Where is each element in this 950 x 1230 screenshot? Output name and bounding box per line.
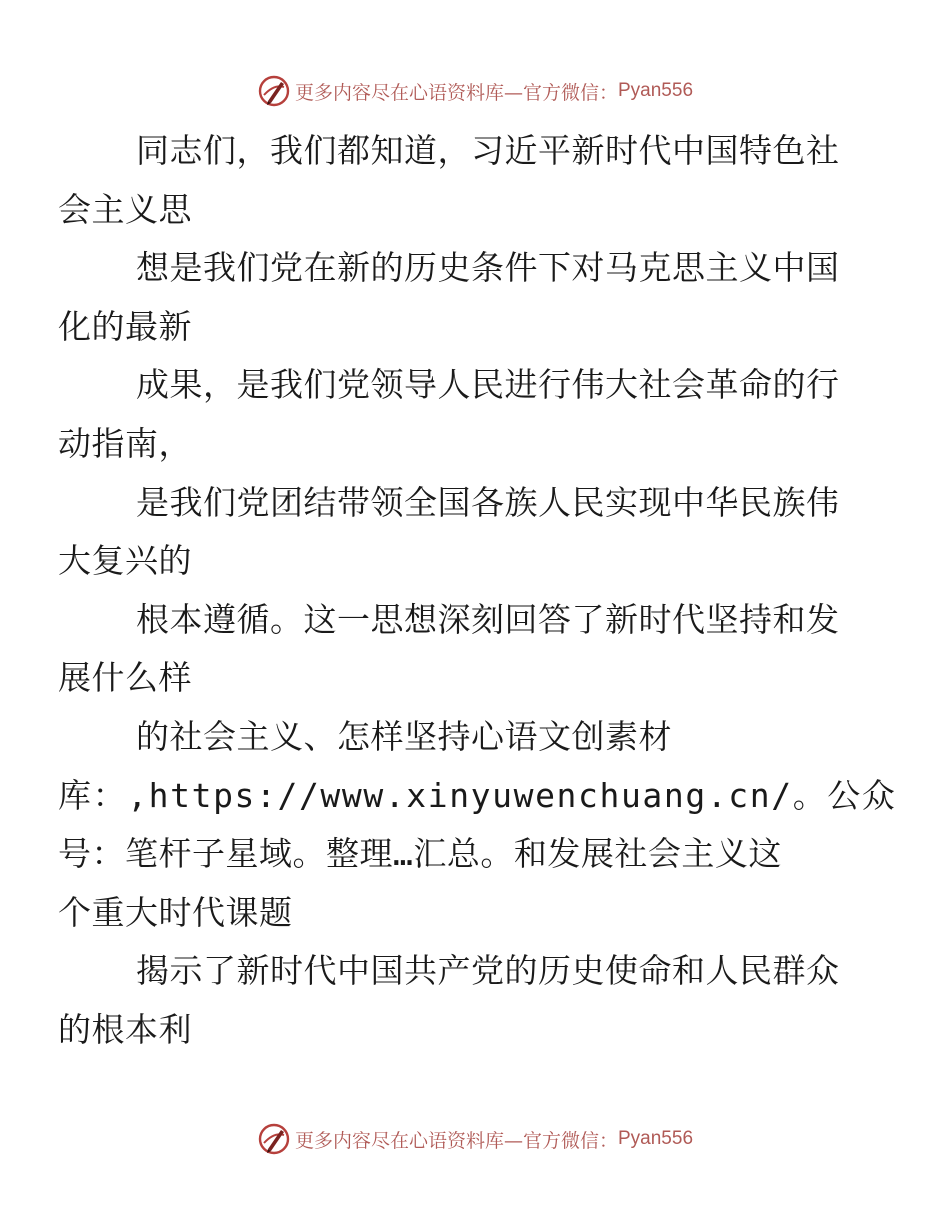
paragraph-6 [58,708,897,942]
red-pen-circle-logo-icon [257,1122,291,1156]
document-body [58,122,897,1060]
paragraph-2 [58,239,857,356]
footer-banner [0,1122,950,1156]
text-line: 同志们，我们都知道，习近平新时代中国特色社 [136,131,840,170]
paragraph-4 [58,474,857,591]
text-line: 个重大时代课题 [58,892,293,932]
text-line: 会主义思 [58,189,192,229]
text-line: 的根本利 [58,1009,192,1049]
footer-banner-text: 更多内容尽在心语资料库—官方微信： [294,1129,618,1152]
paragraph-5 [58,591,857,708]
text-line: 根本遵循。这一思想深刻回答了新时代坚持和发 [136,599,840,639]
paragraph-7 [58,942,857,1059]
text-line: 动指南， [58,423,192,463]
header-banner-wechat-id: Pyan556 [618,80,694,101]
paragraph-3 [58,356,857,473]
header-banner [0,74,950,108]
red-pen-circle-logo-icon [257,74,291,108]
paragraph-1 [58,122,857,239]
text-line: 想是我们党在新的历史条件下对马克思主义中国 [136,248,840,288]
text-line: 大复兴的 [58,541,192,581]
footer-banner-wechat-id: Pyan556 [618,1128,694,1149]
text-line: 是我们党团结带领全国各族人民实现中华民族伟 [136,482,840,522]
text-line-url: 库：,https://www.xinyuwenchuang.cn/。公众 [58,775,897,815]
text-line: 展什么样 [58,658,192,698]
text-line: 的社会主义、怎样坚持心语文创素材 [136,716,672,756]
text-line: 化的最新 [58,306,192,346]
text-line: 号：笔杆子星域。整理…汇总。和发展社会主义这 [58,834,782,874]
header-banner-text: 更多内容尽在心语资料库—官方微信： [294,81,618,104]
text-line: 揭示了新时代中国共产党的历史使命和人民群众 [136,951,840,991]
text-line: 成果，是我们党领导人民进行伟大社会革命的行 [136,365,840,405]
